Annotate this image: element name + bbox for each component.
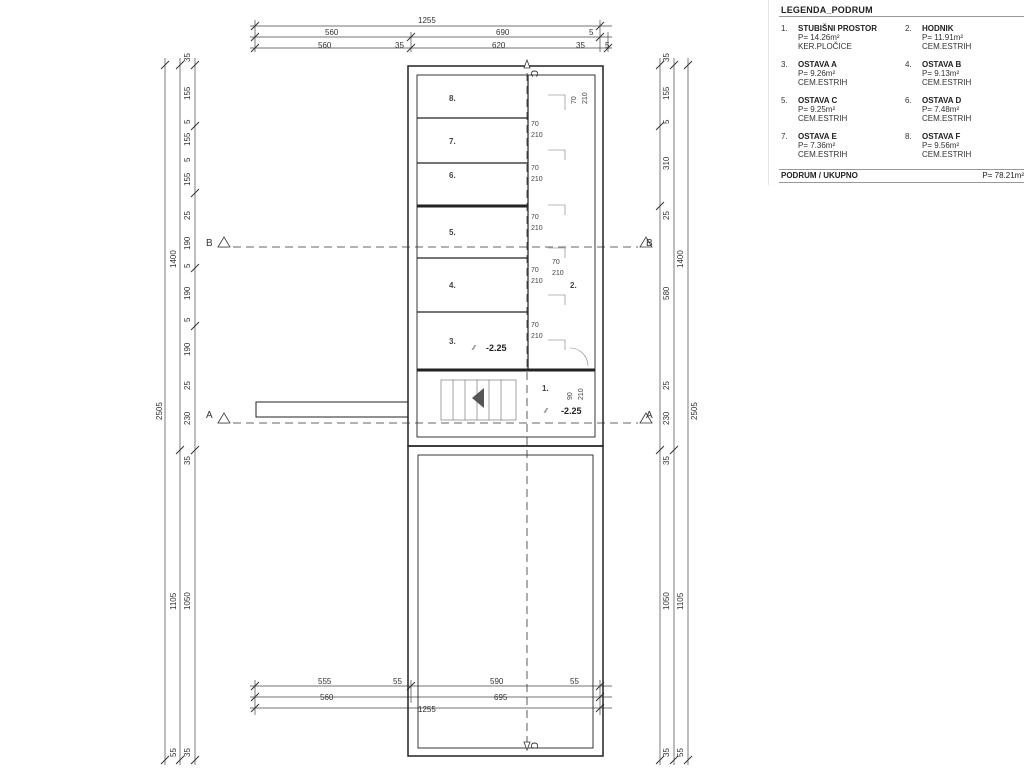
legend-item-name: OSTAVA B: [922, 60, 962, 69]
dim-left-inner-4: 5: [183, 157, 192, 162]
level-value-stair: -2.25: [561, 406, 582, 416]
dim-top-row1-2: 690: [496, 28, 510, 37]
dim-top-row1-1: 560: [325, 28, 339, 37]
dim-right-outer-2: 2505: [690, 402, 699, 420]
legend-item-floor: KER.PLOČICE: [798, 42, 852, 51]
door-height-3: 210: [531, 333, 543, 340]
dim-right-inner-3: 310: [662, 156, 671, 170]
legend-item-floor: CEM.ESTRIH: [798, 78, 848, 87]
dim-left-inner-15: 1105: [169, 592, 178, 610]
room-label-8: 8.: [449, 94, 456, 103]
legend-item-name: HODNIK: [922, 24, 954, 33]
dim-left-inner-13: 230: [183, 411, 192, 425]
legend-item-floor: CEM.ESTRIH: [922, 78, 972, 87]
dim-right-inner-11: 35: [662, 748, 671, 757]
legend-total-label: PODRUM / UKUPNO: [781, 171, 858, 180]
dim-right-inner-6: 25: [662, 381, 671, 390]
dim-bottom-row1-4: 55: [570, 677, 579, 686]
dim-right-inner-12: 55: [676, 748, 685, 757]
door-height-6: 210: [531, 176, 543, 183]
legend-item-number: 5.: [781, 96, 788, 105]
door-width-6: 70: [531, 165, 539, 172]
dim-bottom-row1-1: 555: [318, 677, 332, 686]
legend-item-number: 1.: [781, 24, 788, 33]
dim-left-inner-17: 35: [183, 748, 192, 757]
door-width-7: 70: [531, 121, 539, 128]
dim-left-inner-12: 25: [183, 381, 192, 390]
dim-bottom-row1-2: 55: [393, 677, 402, 686]
dim-left-inner-16: 1050: [183, 592, 192, 610]
door-height-4: 210: [531, 278, 543, 285]
dim-right-inner-1: 155: [662, 86, 671, 100]
door-width-5: 70: [531, 214, 539, 221]
door-height-8: 210: [582, 92, 589, 104]
door-width-2: 70: [552, 259, 560, 266]
dim-left-inner-14: 35: [183, 456, 192, 465]
legend-item-area: P= 9.25m²: [798, 105, 836, 114]
legend-item-area: P= 9.56m²: [922, 141, 960, 150]
legend-item-area: P= 14.26m²: [798, 33, 840, 42]
dim-bottom-overall: 1255: [418, 705, 436, 714]
dim-top-row1-3: 5: [589, 28, 594, 37]
legend-item-number: 8.: [905, 132, 912, 141]
section-marker-b-left: B: [206, 238, 213, 249]
section-marker-c-top: C: [528, 70, 539, 78]
room-label-6: 6.: [449, 171, 456, 180]
dim-left-inner-7: 190: [183, 236, 192, 250]
legend-item-number: 7.: [781, 132, 788, 141]
dim-top-row2-5: 5: [605, 41, 610, 50]
legend-panel: [768, 0, 1024, 185]
dim-bottom-row1-3: 590: [490, 677, 504, 686]
legend-item-name: OSTAVA D: [922, 96, 962, 105]
door-width-1: 90: [567, 392, 574, 400]
legend-item-area: P= 11.91m²: [922, 33, 963, 42]
legend-item-area: P= 7.48m²: [922, 105, 960, 114]
dim-bottom-row2-2: 695: [494, 693, 508, 702]
legend-item-area: P= 7.36m²: [798, 141, 836, 150]
dim-left-inner-8: 5: [183, 263, 192, 268]
dim-left-inner-3: 155: [183, 132, 192, 146]
section-marker-b-right: B: [646, 238, 653, 249]
dim-left-inner-9: 190: [183, 286, 192, 300]
legend-total-value: P= 78.21m²: [982, 171, 1024, 180]
room-label-7: 7.: [449, 137, 456, 146]
legend-item-area: P= 9.26m²: [798, 69, 836, 78]
dim-left-inner-2: 5: [183, 119, 192, 124]
dim-left-inner-10: 5: [183, 317, 192, 322]
dim-top-row2-2: 35: [395, 41, 404, 50]
legend-item-number: 4.: [905, 60, 912, 69]
level-marker-icon: ⁄⁄: [473, 345, 476, 352]
dim-left-edge: 35: [183, 53, 192, 62]
legend-item-name: STUBIŠNI PROSTOR: [798, 24, 877, 33]
dim-left-inner-1: 155: [183, 86, 192, 100]
dim-right-inner-7: 230: [662, 411, 671, 425]
dim-right-inner-4: 25: [662, 211, 671, 220]
legend-item-floor: CEM.ESTRIH: [922, 114, 972, 123]
door-height-5: 210: [531, 225, 543, 232]
legend-item-floor: CEM.ESTRIH: [922, 42, 972, 51]
door-height-1: 210: [578, 388, 585, 400]
dim-left-inner-6: 25: [183, 211, 192, 220]
legend-title: LEGENDA_PODRUM: [781, 5, 873, 15]
legend-item-floor: CEM.ESTRIH: [922, 150, 972, 159]
legend-item-name: OSTAVA E: [798, 132, 837, 141]
dim-right-inner-10: 1105: [676, 592, 685, 610]
dim-top-overall: 1255: [418, 16, 436, 25]
dim-right-edge: 35: [662, 53, 671, 62]
door-height-2: 210: [552, 270, 564, 277]
door-width-4: 70: [531, 267, 539, 274]
legend-item-floor: CEM.ESTRIH: [798, 150, 848, 159]
dim-bottom-row2-1: 560: [320, 693, 334, 702]
dim-left-outer-2: 2505: [155, 402, 164, 420]
dim-right-inner-9: 1050: [662, 592, 671, 610]
level-marker-icon: ⁄⁄: [545, 408, 548, 415]
legend-divider: [779, 16, 1024, 17]
dim-top-row2-4: 35: [576, 41, 585, 50]
dim-left-inner-11: 190: [183, 342, 192, 356]
dim-left-outer-1: 1400: [169, 250, 178, 268]
dim-top-row2-1: 560: [318, 41, 332, 50]
legend-item-number: 3.: [781, 60, 788, 69]
dim-right-inner-5: 580: [662, 286, 671, 300]
dim-right-inner-8: 35: [662, 456, 671, 465]
legend-item-name: OSTAVA A: [798, 60, 837, 69]
door-width-8: 70: [571, 96, 578, 104]
legend-item-number: 6.: [905, 96, 912, 105]
room-label-4: 4.: [449, 281, 456, 290]
room-label-2: 2.: [570, 281, 577, 290]
dim-top-row2-3: 620: [492, 41, 506, 50]
door-height-7: 210: [531, 132, 543, 139]
legend-item-number: 2.: [905, 24, 912, 33]
room-label-5: 5.: [449, 228, 456, 237]
legend-item-floor: CEM.ESTRIH: [798, 114, 848, 123]
legend-item-name: OSTAVA F: [922, 132, 961, 141]
legend-item-area: P= 9.13m²: [922, 69, 960, 78]
level-value-ostava: -2.25: [486, 343, 507, 353]
door-width-3: 70: [531, 322, 539, 329]
dim-right-inner-2: 5: [662, 119, 671, 124]
legend-total-row: [779, 169, 1024, 183]
room-label-3: 3.: [449, 337, 456, 346]
room-label-1: 1.: [542, 384, 549, 393]
section-marker-a-right: A: [646, 410, 653, 421]
dim-left-inner-5: 155: [183, 172, 192, 186]
legend-item-name: OSTAVA C: [798, 96, 838, 105]
section-marker-c-bottom: C: [528, 742, 539, 750]
dim-left-inner-18: 55: [169, 748, 178, 757]
dim-right-outer-1: 1400: [676, 250, 685, 268]
section-marker-a-left: A: [206, 410, 213, 421]
